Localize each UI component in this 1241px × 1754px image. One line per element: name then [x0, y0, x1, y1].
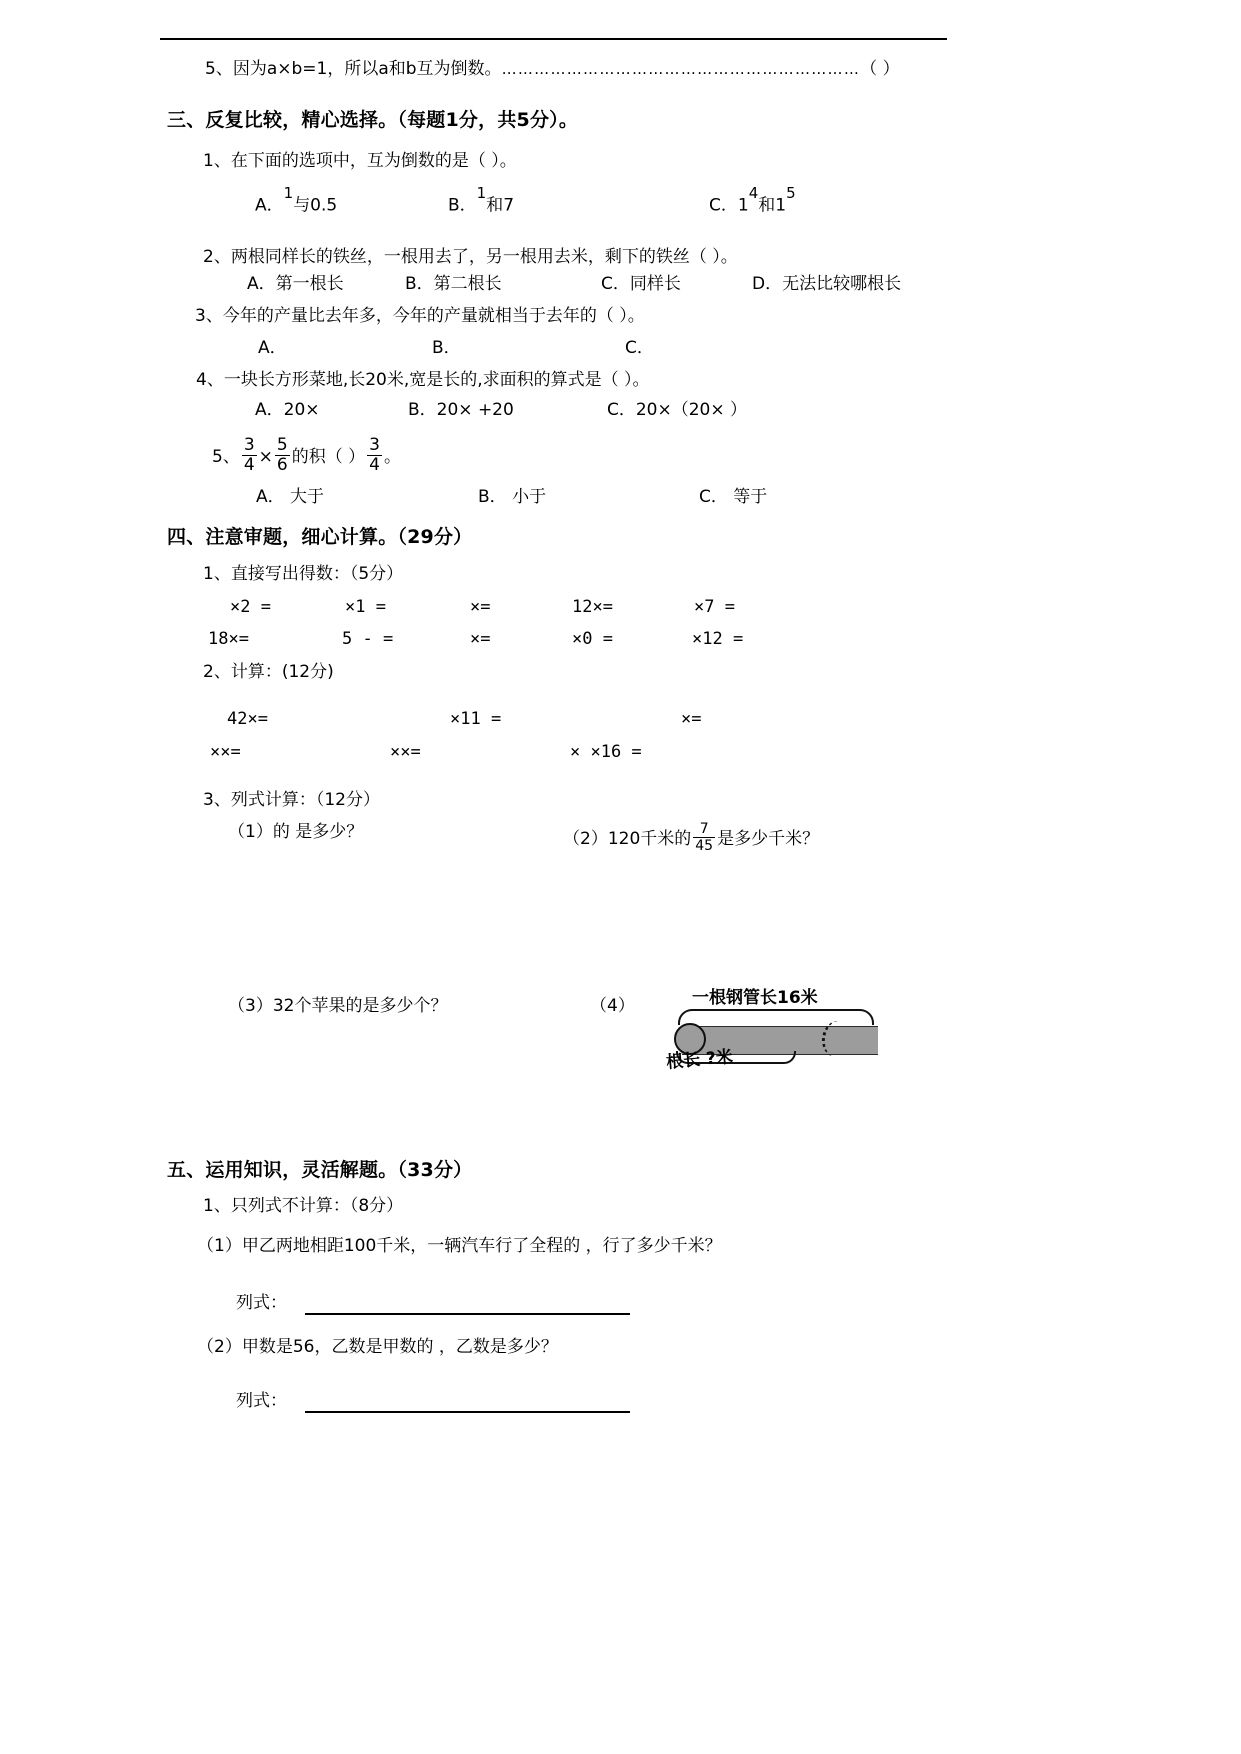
- section4-sub3-item4-label: （4）: [590, 996, 635, 1016]
- q5-fraction-2-denominator: 6: [276, 454, 288, 475]
- section4-sub3-title: 3、列式计算：（12分）: [203, 790, 380, 810]
- calc-row2-item4: ×0 =: [572, 629, 613, 649]
- item2-prefix: （2）120千米的: [563, 828, 692, 849]
- section4-sub3-item1: （1）的 是多少？: [228, 822, 364, 842]
- section3-q4-option-c: C．20×（20× ）: [607, 400, 748, 420]
- option-a-text: 与0.5: [293, 195, 338, 216]
- q5-fraction-3-denominator: 4: [369, 454, 380, 475]
- section5-problem-1-answer-line[interactable]: [305, 1313, 630, 1315]
- option-b-text: 和7: [486, 195, 515, 216]
- section3-q1-stem: 1、在下面的选项中，互为倒数的是（ ）。: [203, 151, 517, 171]
- item2-fraction-numerator: 7: [699, 821, 709, 837]
- calc2-row1-item1: 42×=: [227, 709, 268, 729]
- q5-number: 5、: [212, 447, 240, 468]
- section4-sub3-item3: （3）32个苹果的是多少个？: [228, 996, 448, 1016]
- section3-q5-option-c: C． 等于: [699, 487, 768, 507]
- section3-q2-option-c: C．同样长: [601, 274, 681, 294]
- q5-fraction-2-numerator: 5: [276, 435, 288, 455]
- section5-problem-1-answer-label: 列式：: [236, 1293, 287, 1313]
- q5-fraction-1-denominator: 4: [243, 454, 255, 475]
- calc-row1-item4: 12×=: [572, 597, 613, 617]
- item2-fraction: [693, 822, 715, 854]
- header-rule: [160, 38, 947, 40]
- calc-row1-item3: ×=: [470, 597, 491, 617]
- calc2-row1-item3: ×=: [681, 709, 702, 729]
- calc2-row2-item3: × ×16 =: [570, 742, 642, 762]
- section5-problem-2-answer-line[interactable]: [305, 1411, 630, 1413]
- option-a-numerator: 1: [283, 184, 294, 202]
- q5-times-sign: ×: [258, 447, 273, 468]
- section4-sub2-title: 2、计算：(12分): [203, 662, 334, 682]
- calc2-row1-item2: ×11 =: [450, 709, 502, 729]
- q5-fraction-3-numerator: 3: [369, 435, 380, 455]
- section4-sub3-item2: [563, 823, 819, 855]
- section-5-heading: 五、运用知识，灵活解题。（33分）: [167, 1159, 473, 1181]
- calc2-row2-item1: ××=: [210, 742, 241, 762]
- calc2-row2-item2: ××=: [390, 742, 421, 762]
- pipe-bottom-label: 根长 ?米: [665, 1047, 734, 1073]
- option-c-text: 和1: [758, 195, 787, 216]
- section3-q4-option-b: B．20× +20: [408, 400, 514, 420]
- q5-fraction-1-numerator: 3: [243, 435, 255, 455]
- section3-q5-stem: [212, 435, 401, 476]
- calc-row2-item2: 5 - =: [342, 629, 394, 649]
- section-3-heading: 三、反复比较，精心选择。（每题1分，共5分）。: [167, 109, 579, 131]
- section3-q2-option-a: A．第一根长: [247, 274, 344, 294]
- section4-sub1-title: 1、直接写出得数：（5分）: [203, 564, 404, 584]
- section3-q1-option-a: [255, 184, 338, 216]
- section5-problem-2: （2）甲数是56，乙数是甲数的 ，乙数是多少？: [197, 1337, 558, 1357]
- section3-q4-stem: 4、一块长方形菜地,长20米,宽是长的,求面积的算式是（ ）。: [196, 370, 650, 390]
- judge-item-5-text: 因为a×b=1，所以a和b互为倒数。: [232, 59, 502, 79]
- item2-fraction-denominator: 45: [695, 837, 714, 854]
- section5-problem-1: （1）甲乙两地相距100千米，一辆汽车行了全程的 ，行了多少千米？: [197, 1236, 722, 1256]
- q5-middle-text: 的积（ ）: [291, 447, 366, 468]
- judge-item-5-number: 5、: [205, 59, 233, 79]
- section3-q5-option-b: B． 小于: [478, 487, 547, 507]
- calc-row2-item5: ×12 =: [692, 629, 744, 649]
- option-c-numerator-2: 5: [786, 184, 796, 202]
- calc-row2-item1: 18×=: [208, 629, 249, 649]
- calc-row2-item3: ×=: [470, 629, 491, 649]
- calc-row1-item5: ×7 =: [694, 597, 735, 617]
- section3-q4-option-a: A．20×: [255, 400, 320, 420]
- item2-suffix: 是多少千米？: [717, 828, 820, 849]
- option-b-label: B．: [448, 195, 477, 216]
- judge-item-5-leader: …………………………………………………………: [501, 60, 861, 78]
- option-a-label: A．: [255, 195, 284, 216]
- section5-sub1-title: 1、只列式不计算：（8分）: [203, 1196, 404, 1216]
- section3-q3-stem: 3、今年的产量比去年多，今年的产量就相当于去年的（ ）。: [195, 306, 645, 326]
- option-c-label: C．1: [709, 195, 749, 216]
- section3-q1-option-c: [709, 184, 796, 216]
- judge-item-5: [205, 60, 900, 79]
- q5-fraction-1: [242, 437, 257, 475]
- section3-q5-option-a: A． 大于: [256, 487, 325, 507]
- q5-end-punct: 。: [383, 447, 401, 468]
- section3-q3-option-c: C．: [625, 338, 654, 358]
- steel-pipe-diagram: [665, 988, 902, 1085]
- section3-q3-option-a: A．: [258, 338, 287, 358]
- q5-fraction-3: [367, 437, 382, 475]
- section3-q1-option-b: [448, 184, 515, 216]
- section3-q2-option-b: B．第二根长: [405, 274, 502, 294]
- section3-q2-option-d: D．无法比较哪根长: [752, 274, 902, 294]
- option-c-numerator-1: 4: [748, 184, 759, 202]
- section5-problem-2-answer-label: 列式：: [236, 1391, 287, 1411]
- pipe-top-label: 一根钢管长16米: [692, 988, 818, 1008]
- calc-row1-item2: ×1 =: [345, 597, 386, 617]
- option-b-numerator: 1: [476, 184, 487, 202]
- q5-fraction-2: [275, 437, 290, 475]
- section3-q2-stem: 2、两根同样长的铁丝，一根用去了，另一根用去米，剩下的铁丝（ ）。: [203, 247, 738, 267]
- calc-row1-item1: ×2 =: [230, 597, 271, 617]
- judge-item-5-bracket: （ ）: [860, 59, 900, 79]
- section-4-heading: 四、注意审题，细心计算。（29分）: [167, 526, 473, 548]
- section3-q3-option-b: B．: [432, 338, 461, 358]
